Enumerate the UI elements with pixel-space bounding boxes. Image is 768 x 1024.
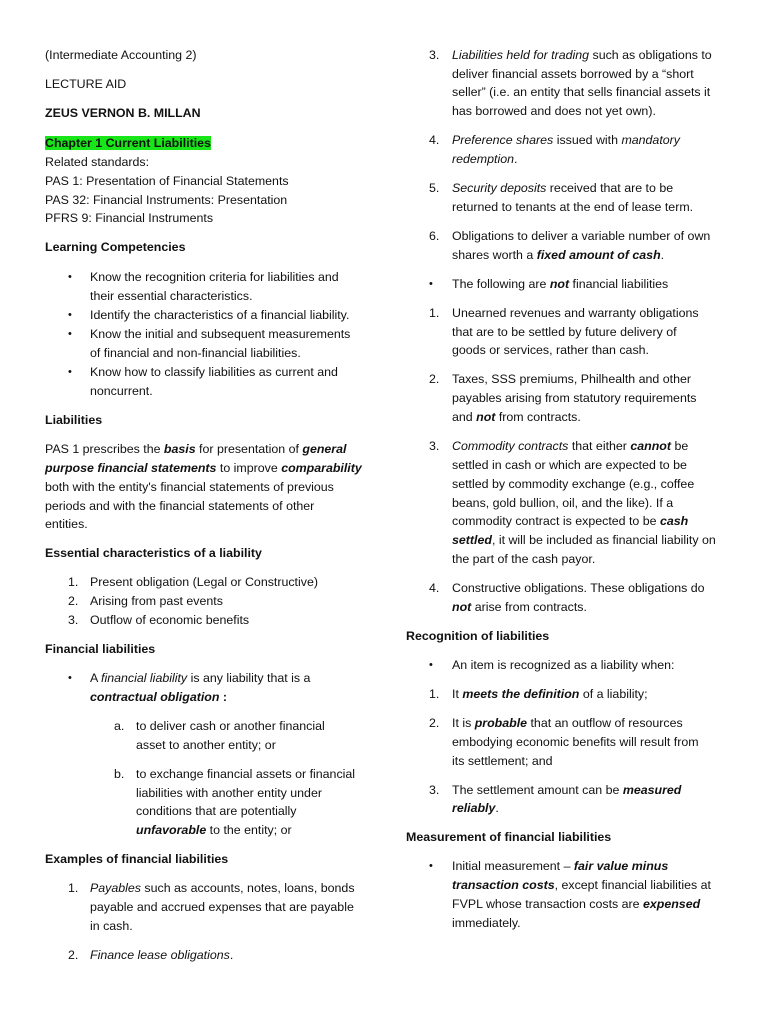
paragraph-line: entities. bbox=[45, 517, 88, 531]
list-item: in cash. bbox=[90, 919, 133, 933]
paragraph-line: both with the entity's financial statements of previous bbox=[45, 480, 334, 494]
list-item: the part of the cash payor. bbox=[452, 552, 596, 566]
list-item: Know the recognition criteria for liabilities and bbox=[90, 270, 339, 284]
list-item: their essential characteristics. bbox=[90, 289, 253, 303]
list-item: that are to be settled by future delivery of bbox=[452, 325, 677, 339]
list-item: Taxes, SSS premiums, Philhealth and other bbox=[452, 372, 691, 386]
list-item: Unearned revenues and warranty obligations bbox=[452, 306, 699, 320]
list-number: 2. bbox=[68, 948, 79, 962]
list-item: Commodity contracts that either cannot be bbox=[452, 439, 689, 453]
list-item: Present obligation (Legal or Constructive) bbox=[90, 575, 318, 589]
list-number: 1. bbox=[429, 687, 440, 701]
list-item: embodying economic benefits will result from bbox=[452, 735, 699, 749]
list-item: FVPL whose transaction costs are expensed bbox=[452, 897, 701, 911]
paragraph-line: purpose financial statements to improve comparability bbox=[45, 461, 362, 475]
standards-line: PFRS 9: Financial Instruments bbox=[45, 211, 214, 225]
list-item: Security deposits received that are to be bbox=[452, 181, 674, 195]
bullet-icon: • bbox=[429, 860, 433, 872]
list-item: The following are not financial liabilities bbox=[452, 277, 669, 291]
list-number: 2. bbox=[429, 372, 440, 386]
list-item: settled by commodity exchange (e.g., coffee bbox=[452, 477, 695, 491]
list-item: contractual obligation : bbox=[90, 690, 227, 704]
list-number: 3. bbox=[429, 439, 440, 453]
list-item: Know how to classify liabilities as current and bbox=[90, 365, 338, 379]
list-item: noncurrent. bbox=[90, 384, 153, 398]
course-title: (Intermediate Accounting 2) bbox=[45, 48, 197, 62]
list-item: of financial and non-financial liabilities. bbox=[90, 346, 301, 360]
list-item: Payables such as accounts, notes, loans, bonds bbox=[90, 881, 355, 895]
chapter-title: Chapter 1 Current Liabilities bbox=[45, 136, 211, 150]
list-item: immediately. bbox=[452, 916, 521, 930]
list-number: 5. bbox=[429, 181, 440, 195]
standards-line: PAS 32: Financial Instruments: Presentation bbox=[45, 193, 288, 207]
bullet-icon: • bbox=[68, 271, 72, 283]
paragraph-line: periods and with the financial statements of other bbox=[45, 499, 315, 513]
list-item: not arise from contracts. bbox=[452, 600, 587, 614]
list-item: seller” (i.e. an entity that sells financial assets it bbox=[452, 85, 711, 99]
list-item: Initial measurement – fair value minus bbox=[452, 859, 669, 873]
list-item: has borrowed and does not yet own). bbox=[452, 104, 656, 118]
list-item: payable and accrued expenses that are payable bbox=[90, 900, 354, 914]
list-item: and not from contracts. bbox=[452, 410, 581, 424]
list-item: deliver financial assets borrowed by a “short bbox=[452, 67, 694, 81]
list-item: A financial liability is any liability that is a bbox=[90, 671, 311, 685]
list-number: 1. bbox=[68, 881, 79, 895]
bullet-icon: • bbox=[429, 659, 433, 671]
standards-line: Related standards: bbox=[45, 155, 150, 169]
author-name: ZEUS VERNON B. MILLAN bbox=[45, 106, 201, 120]
section-heading: Learning Competencies bbox=[45, 240, 186, 254]
list-item: Constructive obligations. These obligations do bbox=[452, 581, 705, 595]
section-heading: Financial liabilities bbox=[45, 642, 156, 656]
doc-type: LECTURE AID bbox=[45, 77, 127, 91]
bullet-icon: • bbox=[429, 278, 433, 290]
list-item: Preference shares issued with mandatory bbox=[452, 133, 680, 147]
bullet-icon: • bbox=[68, 309, 72, 321]
list-number: 2. bbox=[429, 716, 440, 730]
list-item: beans, gold bullion, oil, and the like). If a bbox=[452, 496, 674, 510]
list-item: to deliver cash or another financial bbox=[136, 719, 325, 733]
list-item: It meets the definition of a liability; bbox=[452, 687, 648, 701]
list-item: Liabilities held for trading such as obligations to bbox=[452, 48, 712, 62]
paragraph-line: PAS 1 prescribes the basis for presentation of general bbox=[45, 442, 347, 456]
list-item: conditions that are potentially bbox=[136, 804, 297, 818]
list-number: 3. bbox=[429, 48, 440, 62]
list-number: 2. bbox=[68, 594, 79, 608]
standards-line: PAS 1: Presentation of Financial Statements bbox=[45, 174, 289, 188]
list-number: 6. bbox=[429, 229, 440, 243]
list-letter: a. bbox=[114, 719, 125, 733]
list-number: 4. bbox=[429, 581, 440, 595]
bullet-icon: • bbox=[68, 328, 72, 340]
section-heading: Examples of financial liabilities bbox=[45, 852, 229, 866]
section-heading: Recognition of liabilities bbox=[406, 629, 550, 643]
list-item: goods or services, rather than cash. bbox=[452, 343, 649, 357]
list-item: Finance lease obligations. bbox=[90, 948, 234, 962]
list-item: settled in cash or which are expected to be bbox=[452, 458, 687, 472]
list-number: 4. bbox=[429, 133, 440, 147]
list-item: Arising from past events bbox=[90, 594, 223, 608]
section-heading: Liabilities bbox=[45, 413, 103, 427]
list-number: 1. bbox=[68, 575, 79, 589]
list-number: 3. bbox=[68, 613, 79, 627]
bullet-icon: • bbox=[68, 366, 72, 378]
list-item: Obligations to deliver a variable number of own bbox=[452, 229, 711, 243]
section-heading: Essential characteristics of a liability bbox=[45, 546, 262, 560]
list-item: unfavorable to the entity; or bbox=[136, 823, 292, 837]
list-item: payables arising from statutory requirements bbox=[452, 391, 697, 405]
list-letter: b. bbox=[114, 767, 125, 781]
list-item: It is probable that an outflow of resources bbox=[452, 716, 683, 730]
list-item: settled, it will be included as financial liability on bbox=[452, 533, 716, 547]
list-item: its settlement; and bbox=[452, 754, 553, 768]
list-number: 1. bbox=[429, 306, 440, 320]
list-item: redemption. bbox=[452, 152, 518, 166]
list-item: commodity contract is expected to be cash bbox=[452, 514, 689, 528]
section-heading: Measurement of financial liabilities bbox=[406, 830, 612, 844]
list-item: Outflow of economic benefits bbox=[90, 613, 250, 627]
list-item: Know the initial and subsequent measurements bbox=[90, 327, 351, 341]
list-item: The settlement amount can be measured bbox=[452, 783, 682, 797]
list-item: shares worth a fixed amount of cash. bbox=[452, 248, 665, 262]
list-item: returned to tenants at the end of lease term. bbox=[452, 200, 694, 214]
list-item: transaction costs, except financial liabilities at bbox=[452, 878, 711, 892]
list-item: to exchange financial assets or financial bbox=[136, 767, 356, 781]
list-item: asset to another entity; or bbox=[136, 738, 276, 752]
list-number: 3. bbox=[429, 783, 440, 797]
list-item: liabilities with another entity under bbox=[136, 786, 322, 800]
list-item: reliably. bbox=[452, 801, 499, 815]
list-item: Identify the characteristics of a financial liability. bbox=[90, 308, 350, 322]
list-item: An item is recognized as a liability when: bbox=[452, 658, 675, 672]
bullet-icon: • bbox=[68, 672, 72, 684]
